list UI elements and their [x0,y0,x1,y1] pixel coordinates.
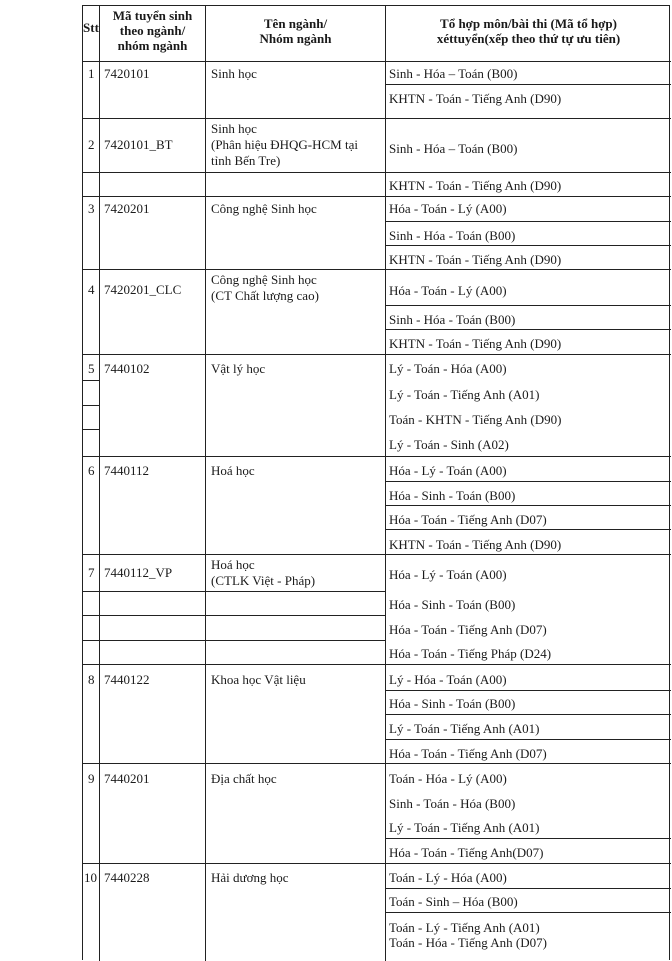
row-line [83,863,671,864]
row-combo: Sinh - Hóa – Toán (B00) [389,141,518,156]
combo-line [385,529,671,530]
row-combo: Toán - Sinh – Hóa (B00) [389,894,518,909]
row-combo: Hóa - Toán - Tiếng Anh (D07) [389,746,547,761]
row-combo: Hóa - Sinh - Toán (B00) [389,488,516,503]
left-line [83,591,385,592]
row-combo: Lý - Toán - Tiếng Anh (A01) [389,820,540,835]
row-combo: KHTN - Toán - Tiếng Anh (D90) [389,336,562,351]
stt-line [83,380,99,381]
row-code: 7440122 [104,672,150,687]
row-name: Vật lý học [211,361,266,376]
divider-code-name [205,6,206,961]
row-combo: Lý - Toán - Hóa (A00) [389,361,507,376]
row-combo: KHTN - Toán - Tiếng Anh (D90) [389,178,562,193]
row-line [83,61,671,62]
row-combo: Toán - Lý - Tiếng Anh (A01) [389,920,540,935]
row-line [83,763,671,764]
header-combo: Tổ hợp môn/bài thi (Mã tổ hợp) xéttuyển(xếp theo thứ tự ưu tiên) [436,16,621,46]
row-combo: Hóa - Toán - Lý (A00) [389,201,507,216]
row-combo: Toán - Hóa - Lý (A00) [389,771,507,786]
row-name: (CT Chất lượng cao) [211,288,319,303]
stt-line [83,405,99,406]
header-stt: Stt [83,20,99,35]
row-combo: KHTN - Toán - Tiếng Anh (D90) [389,537,562,552]
row-combo: Hóa - Toán - Tiếng Anh (D07) [389,622,547,637]
row-stt: 7 [88,565,95,580]
row-line [83,172,671,173]
combo-line [385,739,671,740]
row-name: Công nghệ Sinh học [211,201,317,216]
row-combo: Hóa - Toán - Tiếng Pháp (D24) [389,646,552,661]
row-combo: Sinh - Hóa - Toán (B00) [389,228,516,243]
row-stt: 4 [88,282,95,297]
row-combo: KHTN - Toán - Tiếng Anh (D90) [389,91,562,106]
row-combo: Toán - Lý - Hóa (A00) [389,870,507,885]
row-name: Khoa học Vật liệu [211,672,306,687]
row-code: 7440112 [104,463,150,478]
row-combo: Lý - Toán - Sinh (A02) [389,437,509,452]
row-name: Hoá học [211,557,255,572]
combo-line [385,888,671,889]
row-name: Hoá học [211,463,255,478]
row-combo: Hóa - Toán - Tiếng Anh (D07) [389,512,547,527]
row-name: (Phân hiệu ĐHQG-HCM tại [211,137,358,152]
row-line [83,554,671,555]
header-code: Mã tuyển sinh theo ngành/ nhóm ngành [112,8,193,53]
row-stt: 2 [88,137,95,152]
row-combo: Hóa - Sinh - Toán (B00) [389,696,516,711]
combo-line [385,245,671,246]
row-stt: 9 [88,771,95,786]
row-combo: Lý - Toán - Tiếng Anh (A01) [389,721,540,736]
combo-line [385,329,671,330]
row-combo: Lý - Toán - Tiếng Anh (A01) [389,387,540,402]
row-code: 7440112_VP [104,565,173,580]
row-name: Hải dương học [211,870,289,885]
combo-line [385,505,671,506]
row-combo: KHTN - Toán - Tiếng Anh (D90) [389,252,562,267]
left-line [83,640,385,641]
left-line [83,615,385,616]
header-name: Tên ngành/ Nhóm ngành [259,16,332,46]
row-code: 7440102 [104,361,150,376]
stt-line [83,429,99,430]
row-code: 7420201 [104,201,150,216]
row-name: Sinh học [211,66,257,81]
row-stt: 5 [88,361,95,376]
admission-table [82,5,670,960]
row-stt: 1 [88,66,95,81]
row-combo: Hóa - Lý - Toán (A00) [389,567,507,582]
row-code: 7420201_CLC [104,282,182,297]
combo-line [385,690,671,691]
row-stt: 10 [84,870,97,885]
combo-line [385,84,671,85]
combo-line [385,305,671,306]
row-line [83,269,671,270]
row-code: 7420101 [104,66,150,81]
combo-line [385,838,671,839]
row-name: Địa chất học [211,771,277,786]
row-name: Công nghệ Sinh học [211,272,317,287]
row-line [83,664,671,665]
row-combo: Hóa - Toán - Tiếng Anh(D07) [389,845,544,860]
row-line [83,354,671,355]
row-stt: 6 [88,463,95,478]
combo-line [385,714,671,715]
row-stt: 8 [88,672,95,687]
row-line [83,196,671,197]
row-code: 7440228 [104,870,150,885]
combo-line [385,221,671,222]
row-line [83,456,671,457]
row-combo: Toán - KHTN - Tiếng Anh (D90) [389,412,562,427]
divider-name-combo [385,6,386,961]
row-combo: Lý - Hóa - Toán (A00) [389,672,507,687]
row-combo: Hóa - Sinh - Toán (B00) [389,597,516,612]
row-code: 7440201 [104,771,150,786]
divider-stt-code [99,6,100,961]
row-line [83,118,671,119]
row-code: 7420101_BT [104,137,173,152]
row-name: Sinh học [211,121,257,136]
row-combo: Sinh - Toán - Hóa (B00) [389,796,516,811]
row-name: tỉnh Bến Tre) [211,153,281,168]
row-combo: Hóa - Toán - Lý (A00) [389,283,507,298]
row-stt: 3 [88,201,95,216]
row-combo: Toán - Hóa - Tiếng Anh (D07) [389,935,547,950]
row-combo: Sinh - Hóa – Toán (B00) [389,66,518,81]
row-combo: Hóa - Lý - Toán (A00) [389,463,507,478]
row-combo: Sinh - Hóa - Toán (B00) [389,312,516,327]
combo-line [385,912,671,913]
row-name: (CTLK Việt - Pháp) [211,573,316,588]
combo-line [385,481,671,482]
